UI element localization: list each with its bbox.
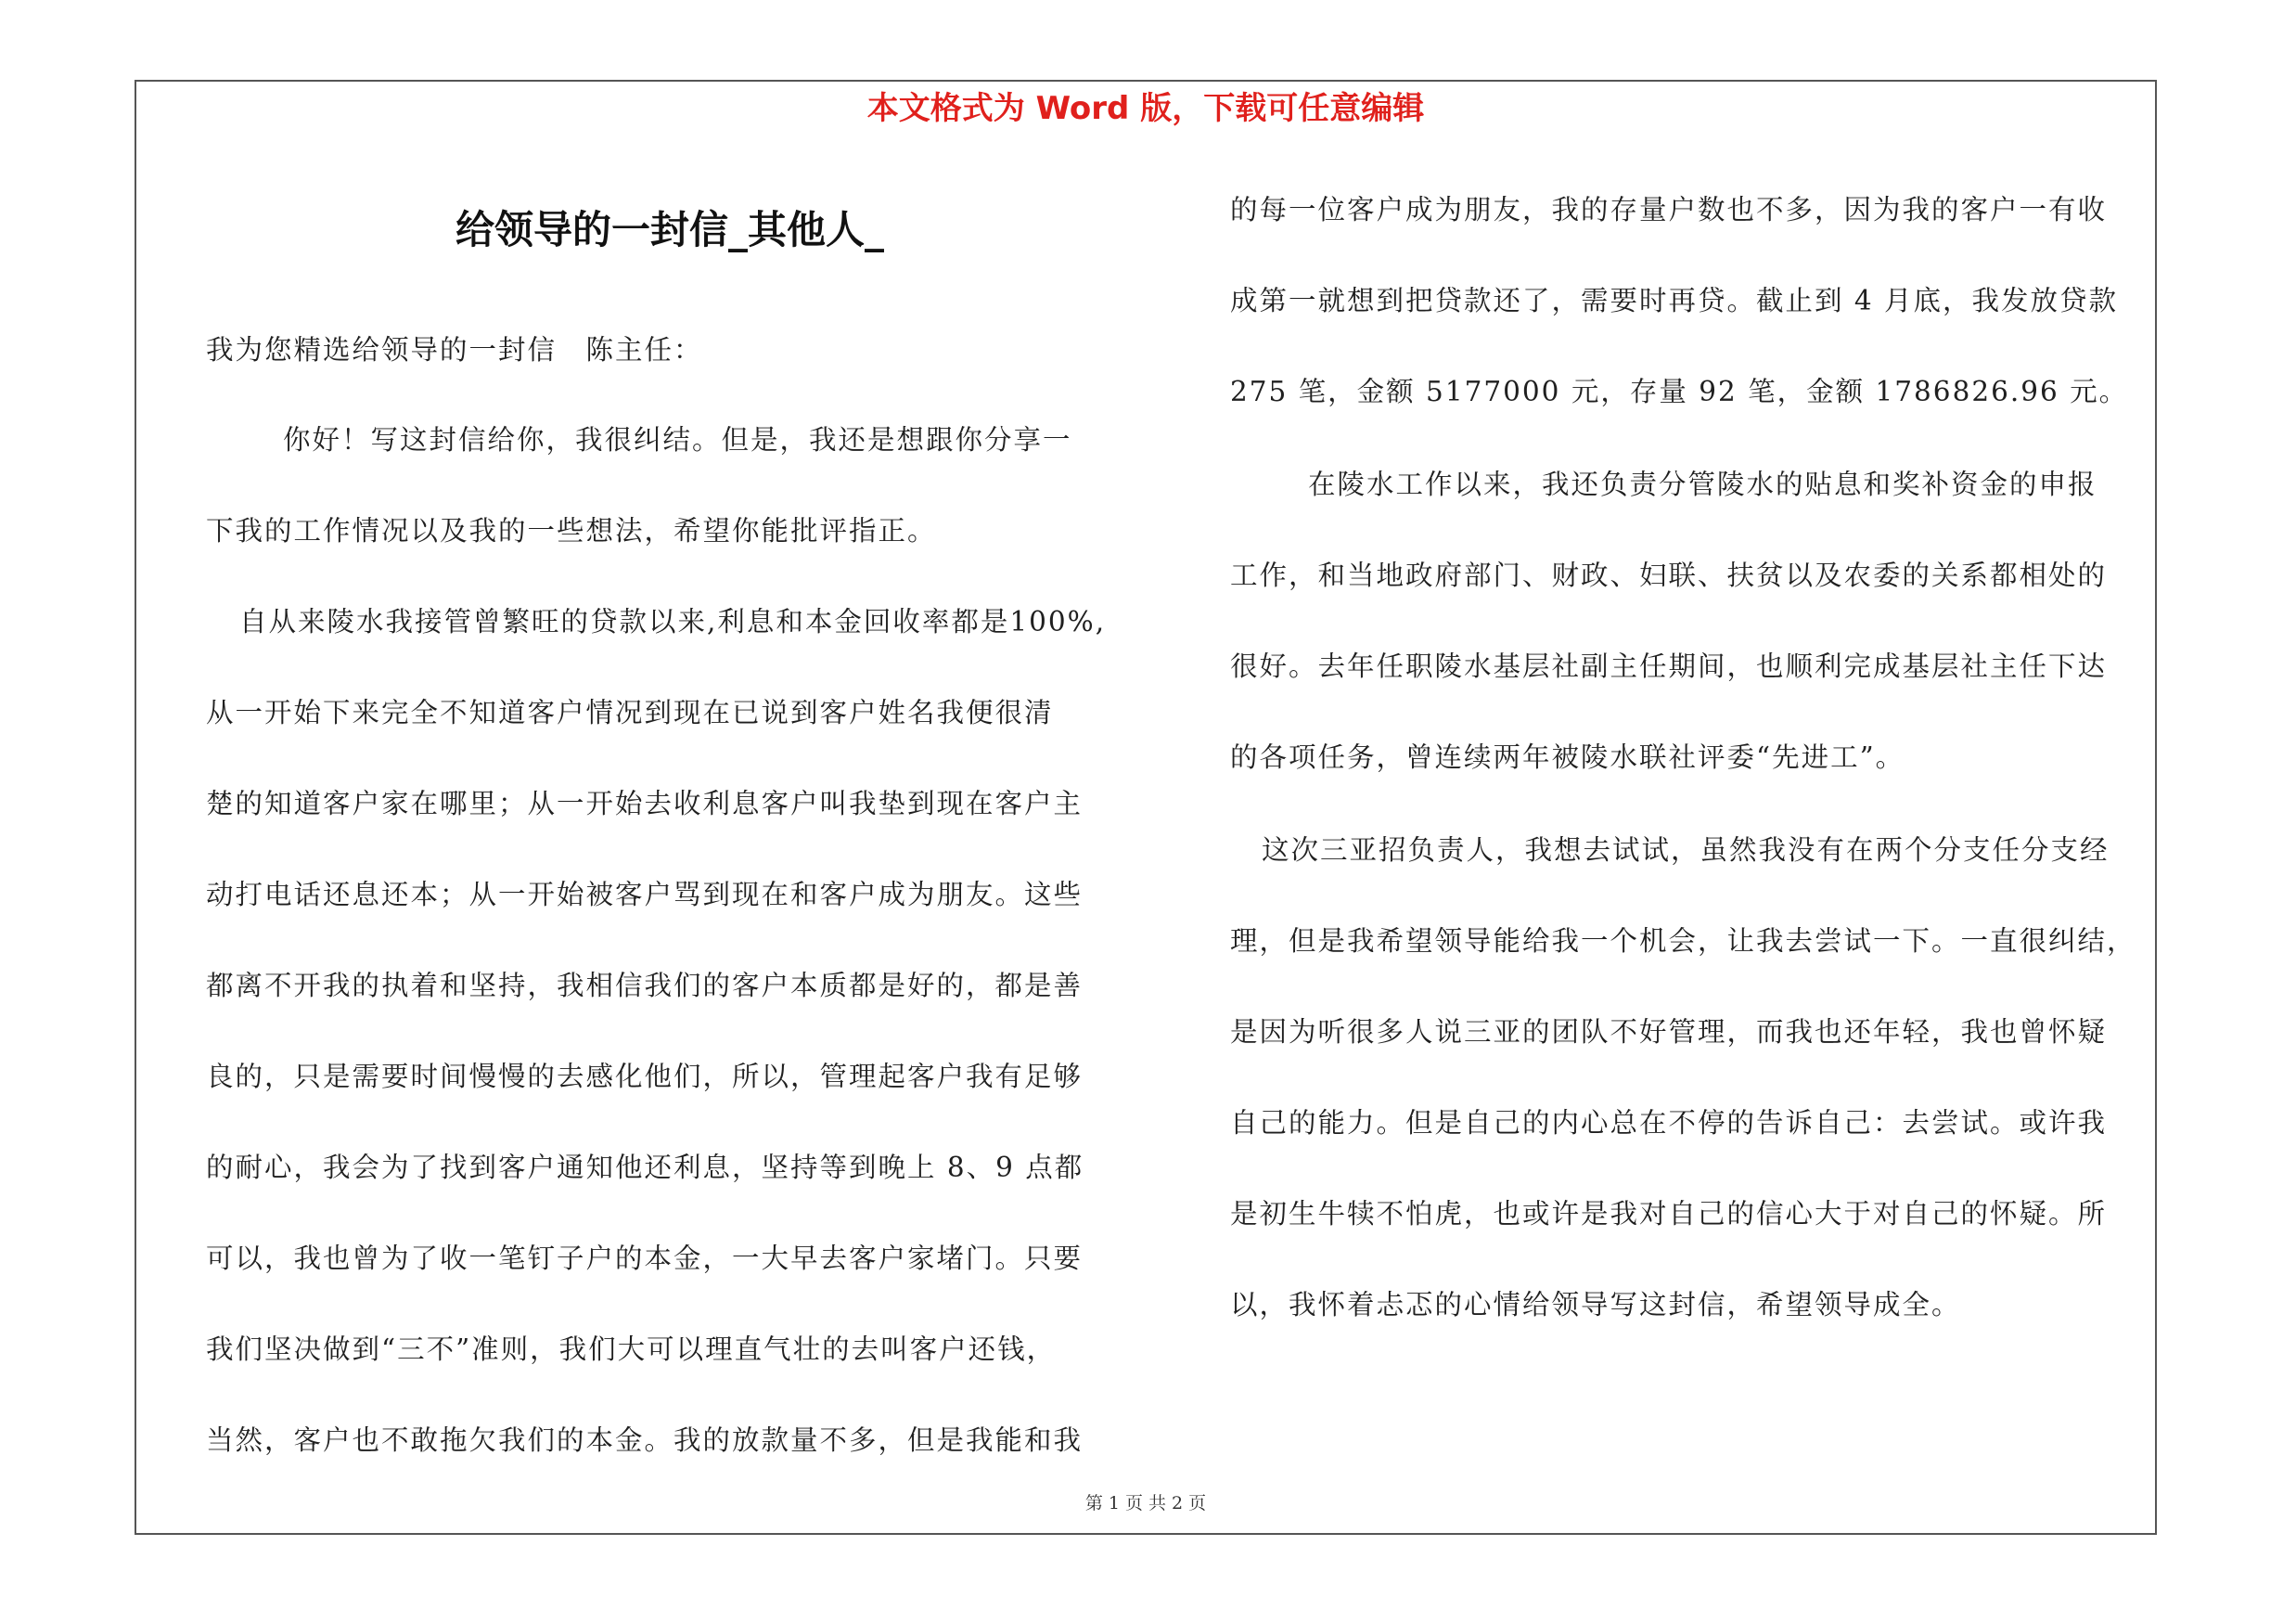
body-line: 这次三亚招负责人，我想去试试，虽然我没有在两个分支任分支经 <box>1262 834 2110 866</box>
body-line: 自己的能力。但是自己的内心总在不停的告诉自己：去尝试。或许我 <box>1230 1107 2108 1139</box>
body-line: 都离不开我的执着和坚持，我相信我们的客户本质都是好的，都是善 <box>206 970 1084 1001</box>
body-line: 工作，和当地政府部门、财政、妇联、扶贫以及农委的关系都相处的 <box>1230 560 2108 591</box>
body-line: 理，但是我希望领导能给我一个机会，让我去尝试一下。一直很纠结， <box>1230 925 2136 957</box>
body-line: 下我的工作情况以及我的一些想法，希望你能批评指正。 <box>206 515 937 547</box>
body-line: 从一开始下来完全不知道客户情况到现在已说到客户姓名我便很清 <box>206 697 1054 728</box>
format-banner: 本文格式为 Word 版，下载可任意编辑 <box>866 90 1425 127</box>
body-line: 很好。去年任职陵水基层社副主任期间，也顺利完成基层社主任下达 <box>1230 650 2108 682</box>
body-line: 你好！写这封信给你，我很纠结。但是，我还是想跟你分享一 <box>283 424 1072 456</box>
body-line: 当然，客户也不敢拖欠我们的本金。我的放款量不多，但是我能和我 <box>206 1424 1084 1456</box>
body-line: 以，我怀着忐忑的心情给领导写这封信，希望领导成全。 <box>1230 1289 1961 1320</box>
document-title: 给领导的一封信_其他人_ <box>455 207 884 252</box>
body-line: 是初生牛犊不怕虎，也或许是我对自己的信心大于对自己的怀疑。所 <box>1230 1198 2108 1230</box>
body-line: 动打电话还息还本；从一开始被客户骂到现在和客户成为朋友。这些 <box>206 879 1084 910</box>
page-number: 第 1 页 共 2 页 <box>1084 1493 1207 1514</box>
body-line: 275 笔，金额 5177000 元，存量 92 笔，金额 1786826.96 元。 <box>1230 376 2129 407</box>
body-line: 自从来陵水我接管曾繁旺的贷款以来,利息和本金回收率都是100%, <box>239 606 1107 638</box>
body-line: 是因为听很多人说三亚的团队不好管理，而我也还年轻，我也曾怀疑 <box>1230 1016 2108 1048</box>
body-line: 的各项任务，曾连续两年被陵水联社评委“先进工”。 <box>1230 741 1905 773</box>
body-line: 我们坚决做到“三不”准则，我们大可以理直气壮的去叫客户还钱， <box>206 1333 1057 1365</box>
body-line: 良的，只是需要时间慢慢的去感化他们，所以，管理起客户我有足够 <box>206 1061 1084 1092</box>
body-line: 我为您精选给领导的一封信 陈主任： <box>206 334 703 366</box>
body-line: 的耐心，我会为了找到客户通知他还利息，坚持等到晚上 8、9 点都 <box>206 1152 1084 1183</box>
body-line: 可以，我也曾为了收一笔钉子户的本金，一大早去客户家堵门。只要 <box>206 1243 1084 1274</box>
body-line: 成第一就想到把贷款还了，需要时再贷。截止到 4 月底，我发放贷款 <box>1230 285 2119 316</box>
body-line: 的每一位客户成为朋友，我的存量户数也不多，因为我的客户一有收 <box>1230 194 2108 225</box>
body-line: 楚的知道客户家在哪里；从一开始去收利息客户叫我垫到现在客户主 <box>206 788 1084 819</box>
body-line: 在陵水工作以来，我还负责分管陵水的贴息和奖补资金的申报 <box>1308 469 2097 500</box>
